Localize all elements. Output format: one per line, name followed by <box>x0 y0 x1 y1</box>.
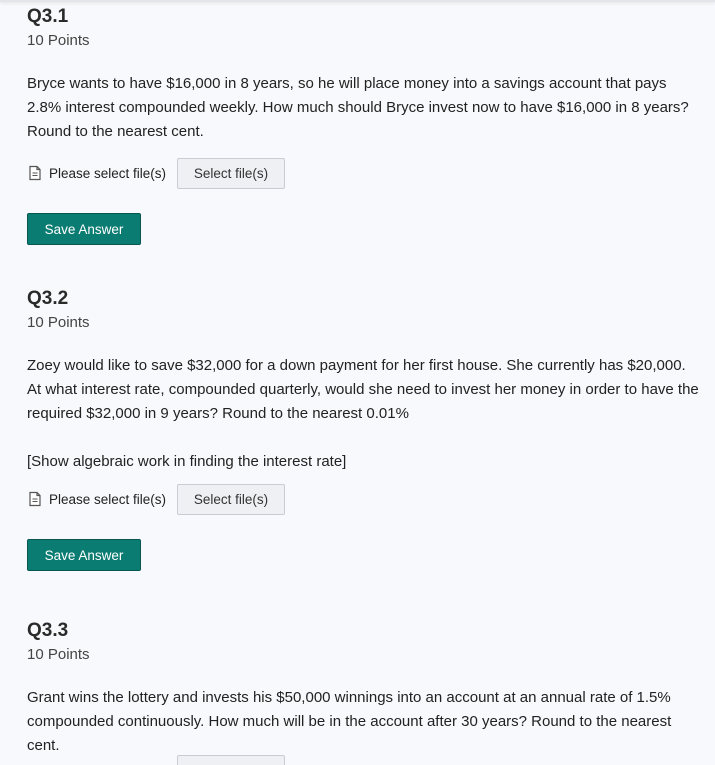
file-icon <box>27 491 43 507</box>
question-title: Q3.2 <box>27 288 69 309</box>
question-title: Q3.1 <box>27 6 69 27</box>
question-q3-2 <box>27 288 702 571</box>
select-files-button-partial[interactable] <box>177 755 285 765</box>
question-note: [Show algebraic work in finding the interest rate] <box>27 453 347 470</box>
question-title: Q3.3 <box>27 620 69 641</box>
file-upload-row <box>27 157 702 189</box>
question-text: Bryce wants to have $16,000 in 8 years, so he will place money into a savings account that pays 2.8% interest compounded weekly. How much should Bryce invest now to have $16,000 in 8 years? Round to the nearest cent. <box>27 75 689 140</box>
question-q3-3 <box>27 620 702 758</box>
file-upload-row <box>27 483 702 515</box>
file-label: Please select file(s) <box>49 491 167 507</box>
file-icon <box>27 165 43 181</box>
question-text: Zoey would like to save $32,000 for a down payment for her first house. She currently has $20,000. At what interest rate, compounded quarterly, would she need to invest her money in order to have the required $32,000 in 9 years? Round to the nearest 0.01% <box>27 357 699 422</box>
select-files-button[interactable]: Select file(s) <box>177 484 285 515</box>
question-q3-1 <box>27 6 702 245</box>
save-answer-button[interactable]: Save Answer <box>27 539 141 571</box>
question-points: 10 Points <box>27 646 90 663</box>
question-points: 10 Points <box>27 32 90 49</box>
top-bar <box>0 0 715 2</box>
file-label: Please select file(s) <box>49 165 167 181</box>
select-files-button[interactable]: Select file(s) <box>177 158 285 189</box>
save-answer-button[interactable]: Save Answer <box>27 213 141 245</box>
question-text: Grant wins the lottery and invests his $50,000 winnings into an account at an annual rate of 1.5% compounded continuously. How much will be in the account after 30 years? Round to the nearest cent. <box>27 689 672 754</box>
question-points: 10 Points <box>27 314 90 331</box>
